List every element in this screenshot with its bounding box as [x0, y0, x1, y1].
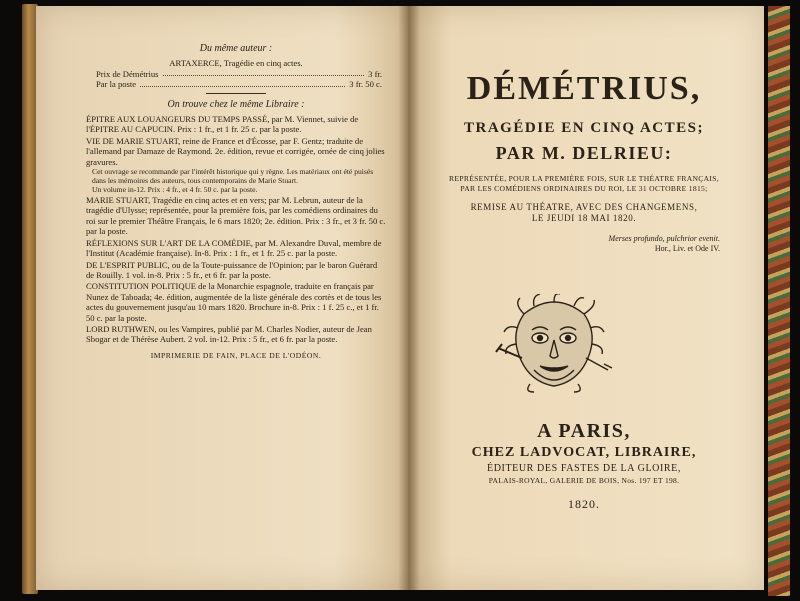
entry-text: CONSTITUTION POLITIQUE de la Monarchie espagnole, traduite en français par Nunez de Taboada; 4e. édition, augmentée de la liste générale des cortès et de tous les actes du gouvernement jusqu'au 10 mars 1820. Brochure in-8. Prix : 1 f. 25 c., et 1 fr. 50 c. par la poste. [86, 281, 382, 323]
imprint-address: PALAIS-ROYAL, GALERIE DE BOIS, Nos. 197 ET 198. [488, 476, 680, 485]
marbled-page-edges [768, 6, 790, 596]
entry-text: RÉFLEXIONS SUR L'ART DE LA COMÉDIE, par M. Alexandre Duval, membre de l'Institut (Académie française). In-8. Prix : 1 fr., et 1 fr. 25 c. par la poste. [86, 237, 382, 259]
revival-note [424, 202, 744, 224]
book-gutter [398, 6, 420, 590]
imprint-year: 1820. [568, 497, 600, 511]
entry-text: VIE DE MARIE STUART, reine de France et d'Écosse, par F. Gentz; traduite de l'allemand par Damaze de Raymond. 2e. édition, revue et corrigée, ornée de cinq jolies gravures. [86, 135, 385, 167]
imprint-publisher: CHEZ LADVOCAT, LIBRAIRE, [471, 445, 697, 460]
bookseller-heading: On trouve chez le même Libraire : [167, 98, 305, 110]
same-author-heading: Du même auteur : [199, 43, 273, 54]
entry-text: MARIE STUART, Tragédie en cinq actes et en vers; par M. Lebrun, auteur de la tragédie d'Ulysse; représentée, pour la première fois, par les comédiens ordinaires du roi sur le premier Théâtre Français, le 6 mars 1820; 2e. édition. Prix : 3 fr., et 3 fr. 50 c. par la poste. [86, 195, 386, 237]
entry-text: LORD RUTHWEN, ou les Vampires, publié par M. Charles Nodier, auteur de Jean Sbogar et de Thérèse Aubert. 2 vol. in-12. Prix : 5 fr., et 6 fr. par la poste. [86, 323, 372, 345]
imprint-editor: ÉDITEUR DES FASTES DE LA GLOIRE, [486, 463, 681, 474]
imprint-city: A PARIS, [537, 420, 631, 442]
performance-line: PAR LES COMÉDIENS ORDINAIRES DU ROI, LE 31 OCTOBRE 1815; [460, 184, 708, 193]
revival-line: REMISE AU THÉATRE, AVEC DES CHANGEMENS, [470, 202, 698, 212]
price-line [86, 69, 386, 79]
price-label: Par la poste [96, 79, 137, 90]
epigraph-quote: Merses profundo, pulchrior evenit. [608, 234, 720, 243]
printer-line: IMPRIMERIE DE FAIN, PLACE DE L'ODÉON. [150, 350, 322, 360]
price-value: 3 fr. 50 c. [349, 79, 382, 90]
entry-tail: Un volume in-12. Prix : 4 fr., et 4 fr. 50 c. par la poste. [92, 185, 258, 195]
revival-date: LE JEUDI 18 MAI 1820. [531, 213, 637, 223]
book-title: DÉMÉTRIUS, [466, 70, 702, 107]
book-subtitle: TRAGÉDIE EN CINQ ACTES; [464, 120, 704, 136]
catalog-entry [86, 195, 386, 237]
price-value: 3 fr. [368, 68, 382, 79]
catalog-entry [86, 324, 386, 345]
author-work: ARTAXERCE, Tragédie en cinq actes. [169, 58, 303, 69]
leader-dots [140, 79, 345, 86]
theatrical-mask-icon [494, 294, 614, 394]
catalog-entry [86, 238, 386, 259]
price-line [86, 79, 386, 89]
catalog-entry [86, 281, 386, 323]
catalog-entry [86, 114, 386, 135]
left-page-content [86, 44, 386, 361]
divider [206, 93, 266, 94]
entry-note: Cet ouvrage se recommande par l'intérêt historique qui y règne. Les matériaux ont été puisés dans les mémoires des auteurs, tous contemporains de Marie Stuart. [92, 167, 374, 186]
epigraph-source: Hor., Liv. et Ode IV. [654, 244, 720, 253]
epigraph [424, 234, 744, 254]
entry-text: DE L'ESPRIT PUBLIC, ou de la Toute-puissance de l'Opinion; par le baron Guérard de Rouilly. 1 vol. in-8. Prix : 5 fr., et 6 fr. par la poste. [86, 259, 378, 280]
performance-note [424, 174, 744, 194]
catalog-entry [86, 260, 386, 281]
price-label: Prix de Démétrius [96, 68, 159, 79]
title-page-content [424, 70, 744, 254]
catalog-entry [86, 136, 386, 194]
leader-dots [163, 69, 365, 76]
entry-text: ÉPITRE AUX LOUANGEURS DU TEMPS PASSÉ, par M. Viennet, suivie de l'ÉPITRE AU CAPUCIN. Prix : 1 fr., et 1 fr. 25 c. par la poste. [86, 114, 359, 135]
performance-line: REPRÉSENTÉE, POUR LA PREMIÈRE FOIS, SUR LE THÉATRE FRANÇAIS, [449, 174, 719, 183]
imprint [424, 420, 744, 512]
book-author: PAR M. DELRIEU: [495, 143, 673, 163]
